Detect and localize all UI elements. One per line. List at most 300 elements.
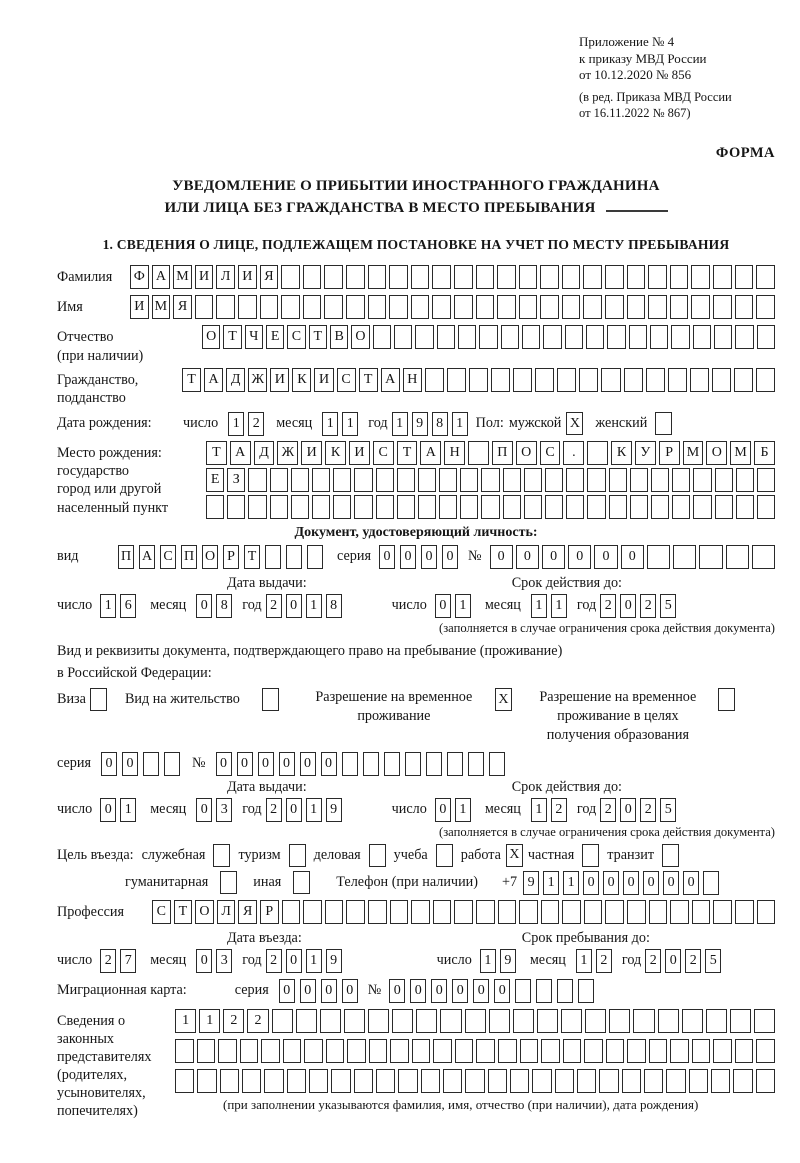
char-cell: 1: [306, 594, 322, 618]
char-cell: 0: [101, 752, 117, 776]
title-line-2: ИЛИ ЛИЦА БЕЗ ГРАЖДАНСТВА В МЕСТО ПРЕБЫВАНИЯ: [57, 198, 775, 220]
char-cell: [522, 325, 540, 349]
char-cell: 2: [640, 594, 656, 618]
char-cell: [706, 1009, 727, 1033]
char-cell: [197, 1039, 216, 1063]
char-cell: О: [195, 900, 214, 924]
phone-label: Телефон (при наличии): [336, 873, 478, 890]
edition-line: от 16.11.2022 № 867): [579, 105, 691, 120]
char-cell: 1: [322, 412, 338, 436]
char-cell: [733, 1069, 752, 1093]
char-cell: [272, 1009, 293, 1033]
char-cell: [476, 265, 495, 289]
restriction-note: (заполняется в случае ограничения срока действия документа): [439, 621, 775, 636]
char-cell: 0: [620, 798, 636, 822]
option-visa-label: Виза: [57, 691, 86, 708]
char-cell: 1: [531, 798, 547, 822]
char-cell: [583, 295, 602, 319]
char-cell: [373, 325, 391, 349]
field-migration-card: [57, 979, 775, 1003]
char-cell: [376, 495, 394, 519]
char-cell: [627, 1039, 646, 1063]
char-cell: И: [349, 441, 370, 465]
char-cell: [324, 295, 343, 319]
identity-doc-date-labels: [57, 575, 775, 592]
purpose-other-label: иная: [253, 873, 282, 890]
char-cell: А: [381, 368, 400, 392]
option-permit-checkbox: [262, 688, 279, 711]
surname-label: Фамилия: [57, 269, 113, 286]
char-cell: [286, 545, 302, 569]
purpose-work-label: работа: [460, 846, 501, 863]
char-cell: О: [202, 545, 218, 569]
number-label: №: [467, 548, 482, 565]
char-cell: 1: [392, 412, 408, 436]
char-cell: [206, 495, 224, 519]
char-cell: [460, 495, 478, 519]
char-cell: [715, 495, 733, 519]
char-cell: 9: [523, 871, 539, 895]
char-cell: 8: [326, 594, 342, 618]
appendix-block: [579, 34, 775, 121]
char-cell: [519, 900, 538, 924]
char-cell: 1: [342, 412, 358, 436]
char-cell: Е: [266, 325, 284, 349]
char-cell: [579, 368, 598, 392]
stay-day-boxes: [480, 949, 516, 973]
char-cell: Т: [223, 325, 241, 349]
birthplace-row-1: [206, 441, 775, 465]
char-cell: 1: [306, 798, 322, 822]
residence-doc-date-labels: [57, 779, 775, 796]
char-cell: [513, 368, 532, 392]
char-cell: 0: [421, 545, 437, 569]
char-cell: 0: [321, 752, 337, 776]
residence-series-boxes: [101, 752, 180, 776]
char-cell: [368, 265, 387, 289]
series-label: серия: [57, 754, 91, 771]
char-cell: [220, 1069, 239, 1093]
char-cell: [735, 265, 754, 289]
char-cell: [303, 900, 322, 924]
char-cell: [578, 979, 594, 1003]
char-cell: 0: [452, 979, 468, 1003]
char-cell: [557, 979, 573, 1003]
char-cell: 2: [600, 594, 616, 618]
citizenship-label: Гражданство, подданство: [57, 371, 139, 406]
char-cell: [392, 1009, 413, 1033]
name-label: Имя: [57, 299, 83, 316]
char-cell: [497, 265, 516, 289]
char-cell: [264, 1069, 283, 1093]
char-cell: [555, 1069, 574, 1093]
char-cell: 0: [663, 871, 679, 895]
char-cell: [489, 752, 505, 776]
blank-underline: [606, 210, 668, 212]
char-cell: [648, 295, 667, 319]
char-cell: У: [635, 441, 656, 465]
entry-day-boxes: [100, 949, 136, 973]
char-cell: С: [152, 900, 171, 924]
char-cell: В: [330, 325, 348, 349]
char-cell: И: [314, 368, 333, 392]
char-cell: [354, 468, 372, 492]
char-cell: И: [301, 441, 322, 465]
char-cell: .: [563, 441, 584, 465]
char-cell: [650, 325, 668, 349]
residence-doc-series-number: [57, 752, 775, 776]
char-cell: 0: [683, 871, 699, 895]
migration-series-boxes: [279, 979, 358, 1003]
char-cell: 0: [342, 979, 358, 1003]
char-cell: [291, 495, 309, 519]
legal-reps-row-1: [175, 1009, 775, 1033]
char-cell: [432, 265, 451, 289]
char-cell: 1: [452, 412, 468, 436]
option-edu-residence-label: Разрешение на временное проживание в целях получения образования: [539, 689, 697, 744]
char-cell: 2: [223, 1009, 244, 1033]
char-cell: [519, 265, 538, 289]
char-cell: Т: [359, 368, 378, 392]
birthdate-label: Дата рождения:: [57, 415, 152, 432]
char-cell: Л: [216, 265, 235, 289]
char-cell: [469, 368, 488, 392]
char-cell: 0: [542, 545, 565, 569]
char-cell: [584, 1039, 603, 1063]
char-cell: [354, 1069, 373, 1093]
char-cell: Ч: [245, 325, 263, 349]
char-cell: [577, 1069, 596, 1093]
char-cell: 0: [623, 871, 639, 895]
char-cell: [325, 900, 344, 924]
char-cell: 0: [258, 752, 274, 776]
char-cell: [541, 900, 560, 924]
char-cell: А: [230, 441, 251, 465]
char-cell: [498, 900, 517, 924]
char-cell: 0: [286, 798, 302, 822]
char-cell: 0: [286, 594, 302, 618]
purpose-humanitarian-label: гуманитарная: [125, 873, 209, 890]
char-cell: [734, 368, 753, 392]
char-cell: [389, 295, 408, 319]
char-cell: [437, 325, 455, 349]
issue-date-label: Дата выдачи:: [227, 778, 307, 795]
char-cell: 2: [247, 1009, 268, 1033]
sex-male-label: мужской: [508, 415, 562, 432]
purpose-official-label: служебная: [141, 846, 206, 863]
char-cell: [443, 1069, 462, 1093]
char-cell: 0: [435, 594, 451, 618]
char-cell: [601, 368, 620, 392]
char-cell: [605, 265, 624, 289]
char-cell: 0: [603, 871, 619, 895]
day-label: число: [183, 415, 219, 432]
char-cell: [376, 468, 394, 492]
char-cell: П: [118, 545, 134, 569]
char-cell: [481, 495, 499, 519]
char-cell: [432, 295, 451, 319]
char-cell: [693, 495, 711, 519]
char-cell: Ж: [248, 368, 267, 392]
char-cell: [565, 325, 583, 349]
char-cell: [629, 325, 647, 349]
form-label: ФОРМА: [715, 144, 775, 161]
char-cell: [416, 1009, 437, 1033]
char-cell: 2: [266, 949, 282, 973]
name-boxes: [130, 295, 775, 319]
legal-reps-label: Сведения о законных представителях (родителях, усыновителях, попечителях): [57, 1012, 152, 1120]
char-cell: 1: [100, 594, 116, 618]
doc-kind-boxes: [118, 545, 323, 569]
char-cell: [562, 295, 581, 319]
char-cell: 0: [431, 979, 447, 1003]
char-cell: Я: [260, 265, 279, 289]
char-cell: 0: [568, 545, 591, 569]
char-cell: И: [270, 368, 289, 392]
char-cell: [497, 295, 516, 319]
residence-number-boxes: [216, 752, 505, 776]
char-cell: [627, 900, 646, 924]
char-cell: [476, 1039, 495, 1063]
char-cell: [411, 265, 430, 289]
char-cell: 1: [543, 871, 559, 895]
char-cell: [439, 495, 457, 519]
char-cell: З: [227, 468, 245, 492]
legal-reps-row-2: [175, 1039, 775, 1063]
char-cell: [609, 495, 627, 519]
char-cell: [693, 468, 711, 492]
char-cell: [296, 1009, 317, 1033]
char-cell: [227, 495, 245, 519]
char-cell: 6: [120, 594, 136, 618]
purpose-work-checkbox: X: [506, 844, 523, 867]
document-title: [57, 176, 775, 220]
purpose-private-checkbox: [582, 844, 599, 867]
field-purpose2-phone: [57, 871, 775, 895]
char-cell: 1: [576, 949, 592, 973]
char-cell: [265, 545, 281, 569]
char-cell: [312, 468, 330, 492]
char-cell: [757, 468, 775, 492]
char-cell: 1: [306, 949, 322, 973]
birth-year-boxes: [392, 412, 468, 436]
char-cell: [670, 295, 689, 319]
residence-doc-intro: Вид и реквизиты документа, подтверждающего право на пребывание (проживание) в Российской Федерации:: [57, 643, 563, 682]
char-cell: 0: [473, 979, 489, 1003]
char-cell: [703, 871, 719, 895]
stay-until-date: число 1 9 месяц 1 2 год 2 0 2 5: [437, 949, 722, 973]
char-cell: К: [611, 441, 632, 465]
char-cell: [248, 495, 266, 519]
char-cell: [670, 265, 689, 289]
char-cell: [291, 468, 309, 492]
char-cell: 0: [621, 545, 644, 569]
issue-year-boxes: [266, 594, 342, 618]
char-cell: [460, 468, 478, 492]
char-cell: [712, 368, 731, 392]
char-cell: Т: [309, 325, 327, 349]
char-cell: [520, 1039, 539, 1063]
char-cell: [671, 325, 689, 349]
char-cell: [649, 900, 668, 924]
char-cell: [607, 325, 625, 349]
char-cell: [281, 295, 300, 319]
char-cell: Р: [659, 441, 680, 465]
char-cell: 1: [563, 871, 579, 895]
char-cell: 0: [494, 979, 510, 1003]
char-cell: [242, 1069, 261, 1093]
stay-until-label: Срок пребывания до:: [521, 929, 650, 946]
char-cell: [757, 900, 776, 924]
char-cell: [752, 545, 775, 569]
char-cell: [270, 468, 288, 492]
char-cell: 1: [531, 594, 547, 618]
field-profession: [57, 900, 775, 927]
char-cell: [735, 295, 754, 319]
char-cell: [346, 900, 365, 924]
char-cell: [513, 1009, 534, 1033]
char-cell: [468, 752, 484, 776]
option-temp-residence-checkbox: X: [495, 688, 512, 711]
entry-date-label: Дата въезда:: [227, 929, 302, 946]
valid-month-boxes: [531, 798, 567, 822]
char-cell: Н: [403, 368, 422, 392]
migration-card-label: Миграционная карта:: [57, 981, 187, 998]
char-cell: Б: [754, 441, 775, 465]
char-cell: [756, 265, 775, 289]
char-cell: 0: [389, 979, 405, 1003]
purpose-tourism-label: туризм: [238, 846, 281, 863]
char-cell: П: [181, 545, 197, 569]
doc-series-boxes: [379, 545, 458, 569]
char-cell: [304, 1039, 323, 1063]
identity-doc-dates: [57, 594, 775, 618]
char-cell: [347, 1039, 366, 1063]
char-cell: Я: [173, 295, 192, 319]
char-cell: [454, 900, 473, 924]
char-cell: [411, 900, 430, 924]
purpose-tourism-checkbox: [289, 844, 306, 867]
char-cell: 0: [321, 979, 337, 1003]
char-cell: 0: [379, 545, 395, 569]
char-cell: [622, 1069, 641, 1093]
char-cell: [563, 1039, 582, 1063]
char-cell: [691, 265, 710, 289]
char-cell: 0: [196, 949, 212, 973]
purpose-label: Цель въезда:: [57, 846, 134, 863]
char-cell: [418, 495, 436, 519]
char-cell: О: [516, 441, 537, 465]
char-cell: 2: [645, 949, 661, 973]
char-cell: 0: [442, 545, 458, 569]
char-cell: [164, 752, 180, 776]
purpose-transit-checkbox: [662, 844, 679, 867]
char-cell: П: [492, 441, 513, 465]
appendix-line: от 10.12.2020 № 856: [579, 67, 692, 83]
char-cell: [218, 1039, 237, 1063]
char-cell: [447, 368, 466, 392]
purpose-transit-label: транзит: [607, 846, 655, 863]
purpose-business-label: деловая: [313, 846, 361, 863]
char-cell: 1: [480, 949, 496, 973]
month-label: месяц: [276, 415, 313, 432]
entry-date: число 2 7 месяц 0 3 год 2 0 1 9: [57, 949, 342, 973]
purpose-private-label: частная: [527, 846, 575, 863]
birthplace-boxes: [206, 441, 775, 522]
char-cell: [248, 468, 266, 492]
title-line-1: УВЕДОМЛЕНИЕ О ПРИБЫТИИ ИНОСТРАННОГО ГРАЖДАНИНА: [172, 177, 660, 194]
phone-boxes: [523, 871, 719, 895]
char-cell: 2: [100, 949, 116, 973]
number-label: №: [191, 754, 206, 771]
char-cell: [465, 1069, 484, 1093]
char-cell: [562, 900, 581, 924]
char-cell: [672, 495, 690, 519]
char-cell: [754, 1009, 775, 1033]
purpose-business-checkbox: [369, 844, 386, 867]
char-cell: Ф: [130, 265, 149, 289]
char-cell: [344, 1009, 365, 1033]
char-cell: С: [373, 441, 394, 465]
char-cell: [757, 495, 775, 519]
char-cell: [651, 495, 669, 519]
char-cell: [309, 1069, 328, 1093]
char-cell: 7: [120, 949, 136, 973]
char-cell: 0: [237, 752, 253, 776]
char-cell: [491, 368, 510, 392]
purpose-other-checkbox: [293, 871, 310, 894]
char-cell: [458, 325, 476, 349]
char-cell: [711, 1069, 730, 1093]
char-cell: 0: [100, 798, 116, 822]
char-cell: [397, 495, 415, 519]
char-cell: [261, 1039, 280, 1063]
char-cell: А: [204, 368, 223, 392]
char-cell: [468, 441, 489, 465]
patronymic-boxes: [202, 325, 775, 349]
char-cell: [282, 900, 301, 924]
char-cell: [624, 368, 643, 392]
char-cell: [394, 325, 412, 349]
field-identity-doc: [57, 545, 775, 572]
char-cell: [175, 1069, 194, 1093]
purpose-official-checkbox: [213, 844, 230, 867]
char-cell: [587, 495, 605, 519]
char-cell: [587, 468, 605, 492]
char-cell: 0: [300, 752, 316, 776]
doc-kind-label: вид: [57, 548, 79, 565]
citizenship-boxes: [182, 368, 775, 392]
char-cell: 1: [175, 1009, 196, 1033]
stay-year-boxes: [645, 949, 721, 973]
char-cell: [465, 1009, 486, 1033]
char-cell: [557, 368, 576, 392]
char-cell: 2: [266, 798, 282, 822]
field-legal-representatives: [57, 1009, 775, 1121]
char-cell: [583, 265, 602, 289]
char-cell: [609, 1009, 630, 1033]
char-cell: С: [287, 325, 305, 349]
char-cell: [670, 900, 689, 924]
char-cell: [354, 495, 372, 519]
char-cell: Т: [244, 545, 260, 569]
section1-body: [57, 265, 775, 1120]
char-cell: 8: [216, 594, 232, 618]
char-cell: [324, 265, 343, 289]
profession-boxes: [152, 900, 775, 924]
char-cell: 9: [500, 949, 516, 973]
char-cell: [368, 295, 387, 319]
